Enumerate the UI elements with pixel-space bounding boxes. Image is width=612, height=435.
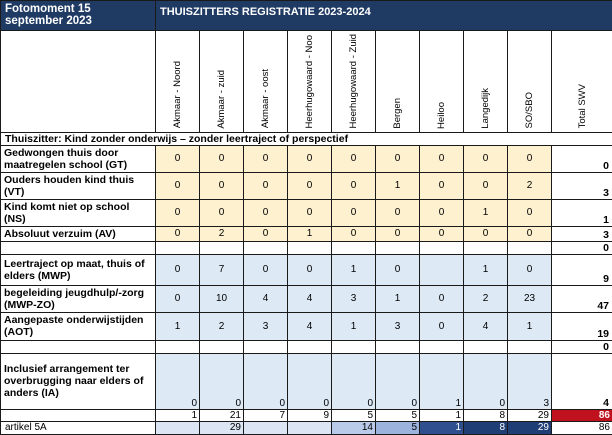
row-label[interactable]: Aangepaste onderwijstijden (AOT)	[1, 312, 156, 340]
column-header-row	[1, 31, 612, 133]
spacer-row	[1, 241, 612, 254]
section-title[interactable]: Thuiszitter: Kind zonder onderwijs – zonder leertraject of perspectief	[1, 132, 612, 145]
data-row	[1, 172, 612, 199]
value-cell[interactable]: 4	[288, 285, 332, 312]
artikel-cell[interactable]: 29	[508, 421, 552, 434]
column-header[interactable]	[376, 31, 420, 133]
value-cell[interactable]: 0	[156, 199, 200, 226]
grand-total[interactable]: 86	[552, 409, 612, 421]
value-cell[interactable]: 0	[156, 172, 200, 199]
value-cell[interactable]: 1	[508, 312, 552, 340]
value-cell[interactable]: 0	[244, 172, 288, 199]
value-cell[interactable]: 0	[156, 226, 200, 241]
spacer-total[interactable]: 0	[552, 241, 612, 254]
value-cell[interactable]: 0	[508, 199, 552, 226]
column-header-label: Total SWV	[577, 81, 588, 128]
value-cell[interactable]	[420, 254, 464, 285]
empty-cell[interactable]	[1, 241, 156, 254]
column-header[interactable]	[508, 31, 552, 133]
artikel-label[interactable]: artikel 5A	[1, 421, 156, 434]
value-cell[interactable]: 0	[200, 172, 244, 199]
row-label[interactable]: Kind komt niet op school (NS)	[1, 199, 156, 226]
total-cell[interactable]: 9	[288, 409, 332, 421]
value-cell[interactable]: 0	[376, 226, 420, 241]
value-cell[interactable]: 2	[464, 285, 508, 312]
empty-cell[interactable]	[420, 241, 464, 254]
value-cell[interactable]: 0	[376, 353, 420, 409]
value-cell[interactable]: 0	[332, 199, 376, 226]
row-label[interactable]: begeleiding jeugdhulp/-zorg (MWP-ZO)	[1, 285, 156, 312]
artikel-cell[interactable]: 8	[464, 421, 508, 434]
column-header-label: SO/SBO	[524, 89, 535, 128]
row-total[interactable]: 47	[552, 285, 612, 312]
value-cell[interactable]: 1	[464, 199, 508, 226]
empty-cell[interactable]	[244, 241, 288, 254]
value-cell[interactable]: 1	[464, 254, 508, 285]
value-cell[interactable]: 3	[376, 312, 420, 340]
row-total[interactable]: 4	[552, 353, 612, 409]
value-cell[interactable]: 2	[508, 172, 552, 199]
column-header[interactable]	[420, 31, 464, 133]
column-header-label: Akmaar - Noord	[172, 58, 183, 128]
value-cell[interactable]: 0	[376, 199, 420, 226]
value-cell[interactable]: 0	[420, 199, 464, 226]
row-label[interactable]: Absoluut verzuim (AV)	[1, 226, 156, 241]
total-cell[interactable]: 29	[508, 409, 552, 421]
data-row	[1, 254, 612, 285]
value-cell[interactable]: 0	[464, 353, 508, 409]
column-header[interactable]	[200, 31, 244, 133]
empty-cell[interactable]	[156, 241, 200, 254]
data-row	[1, 285, 612, 312]
column-header-label: Bergen	[392, 95, 403, 129]
value-cell[interactable]: 3	[332, 285, 376, 312]
value-cell[interactable]: 10	[200, 285, 244, 312]
row-total[interactable]: 3	[552, 172, 612, 199]
data-row	[1, 199, 612, 226]
value-cell[interactable]: 1	[332, 254, 376, 285]
empty-cell[interactable]	[508, 340, 552, 353]
empty-cell[interactable]	[1, 340, 156, 353]
value-cell[interactable]: 3	[508, 353, 552, 409]
artikel-cell[interactable]: 14	[332, 421, 376, 434]
data-row	[1, 145, 612, 172]
value-cell[interactable]: 0	[156, 353, 200, 409]
column-header[interactable]	[288, 31, 332, 133]
row-total[interactable]: 1	[552, 199, 612, 226]
column-header[interactable]	[464, 31, 508, 133]
column-header-label: Heiloo	[436, 99, 447, 129]
data-row	[1, 312, 612, 340]
value-cell[interactable]: 0	[420, 145, 464, 172]
snapshot-title[interactable]: Fotomoment 15 september 2023	[1, 1, 156, 31]
total-cell[interactable]: 5	[376, 409, 420, 421]
empty-cell[interactable]	[332, 241, 376, 254]
value-cell[interactable]: 0	[244, 145, 288, 172]
value-cell[interactable]: 0	[508, 226, 552, 241]
empty-cell[interactable]	[420, 340, 464, 353]
empty-cell[interactable]	[288, 340, 332, 353]
value-cell[interactable]: 1	[420, 353, 464, 409]
value-cell[interactable]: 0	[244, 353, 288, 409]
row-label[interactable]: Gedwongen thuis door maatregelen school (GT)	[1, 145, 156, 172]
artikel-cell[interactable]: 29	[200, 421, 244, 434]
value-cell[interactable]: 0	[508, 145, 552, 172]
value-cell[interactable]: 0	[376, 254, 420, 285]
empty-cell[interactable]	[288, 241, 332, 254]
value-cell[interactable]: 0	[420, 312, 464, 340]
column-header-label: Heerhugowaard - Zuid	[348, 31, 359, 129]
value-cell[interactable]: 4	[464, 312, 508, 340]
value-cell[interactable]: 1	[376, 172, 420, 199]
value-cell[interactable]: 0	[376, 145, 420, 172]
row-label[interactable]: Leertraject op maat, thuis of elders (MWP)	[1, 254, 156, 285]
empty-cell[interactable]	[508, 241, 552, 254]
row-total[interactable]: 0	[552, 145, 612, 172]
column-header-label: Langedijk	[480, 85, 491, 129]
value-cell[interactable]: 1	[288, 226, 332, 241]
value-cell[interactable]: 0	[288, 145, 332, 172]
total-cell[interactable]: 5	[332, 409, 376, 421]
empty-cell[interactable]	[376, 340, 420, 353]
totals-row	[1, 409, 612, 421]
value-cell[interactable]: 0	[200, 145, 244, 172]
value-cell[interactable]: 0	[288, 353, 332, 409]
value-cell[interactable]: 3	[244, 312, 288, 340]
total-cell[interactable]: 7	[244, 409, 288, 421]
empty-cell[interactable]	[244, 340, 288, 353]
column-header[interactable]	[552, 31, 612, 133]
value-cell[interactable]: 0	[420, 226, 464, 241]
column-header[interactable]	[332, 31, 376, 133]
value-cell[interactable]: 0	[464, 172, 508, 199]
value-cell[interactable]: 4	[244, 285, 288, 312]
value-cell[interactable]: 0	[156, 254, 200, 285]
empty-cell[interactable]	[376, 241, 420, 254]
total-cell[interactable]: 8	[464, 409, 508, 421]
value-cell[interactable]: 0	[332, 226, 376, 241]
row-total[interactable]: 19	[552, 312, 612, 340]
value-cell[interactable]: 0	[244, 199, 288, 226]
header-blank[interactable]	[1, 31, 156, 133]
artikel-cell[interactable]: 5	[376, 421, 420, 434]
value-cell[interactable]: 0	[288, 199, 332, 226]
value-cell[interactable]: 0	[420, 285, 464, 312]
value-cell[interactable]: 0	[244, 254, 288, 285]
value-cell[interactable]: 4	[288, 312, 332, 340]
value-cell[interactable]: 0	[156, 145, 200, 172]
row-total[interactable]: 9	[552, 254, 612, 285]
value-cell[interactable]: 1	[376, 285, 420, 312]
row-label[interactable]: Ouders houden kind thuis (VT)	[1, 172, 156, 199]
value-cell[interactable]: 0	[288, 254, 332, 285]
value-cell[interactable]: 7	[200, 254, 244, 285]
value-cell[interactable]: 0	[420, 172, 464, 199]
value-cell[interactable]: 0	[464, 145, 508, 172]
totals-label[interactable]	[1, 409, 156, 421]
empty-cell[interactable]	[332, 340, 376, 353]
total-cell[interactable]: 21	[200, 409, 244, 421]
total-cell[interactable]: 1	[156, 409, 200, 421]
value-cell[interactable]: 1	[156, 312, 200, 340]
empty-cell[interactable]	[200, 340, 244, 353]
value-cell[interactable]: 0	[200, 353, 244, 409]
value-cell[interactable]: 0	[332, 145, 376, 172]
data-row	[1, 226, 612, 241]
value-cell[interactable]: 0	[332, 172, 376, 199]
empty-cell[interactable]	[156, 340, 200, 353]
column-header-label: Heerhugowaard - Noo	[304, 32, 315, 128]
value-cell[interactable]: 2	[200, 226, 244, 241]
total-cell[interactable]: 1	[420, 409, 464, 421]
row-total[interactable]: 3	[552, 226, 612, 241]
value-cell[interactable]: 0	[464, 226, 508, 241]
empty-cell[interactable]	[464, 241, 508, 254]
empty-cell[interactable]	[200, 241, 244, 254]
registration-title[interactable]: THUISZITTERS REGISTRATIE 2023-2024	[156, 1, 612, 31]
value-cell[interactable]: 23	[508, 285, 552, 312]
column-header[interactable]	[244, 31, 288, 133]
column-header-label: Akmaar - oost	[260, 66, 271, 128]
value-cell[interactable]: 0	[508, 254, 552, 285]
data-row	[1, 353, 612, 409]
column-header-label: Akmaar - zuid	[216, 67, 227, 129]
artikel-total[interactable]: 86	[552, 421, 612, 434]
empty-cell[interactable]	[464, 340, 508, 353]
spacer-total[interactable]: 0	[552, 340, 612, 353]
value-cell[interactable]: 0	[244, 226, 288, 241]
value-cell[interactable]: 0	[200, 199, 244, 226]
row-label[interactable]: Inclusief arrangement ter overbrugging naar elders of anders (IA)	[1, 353, 156, 409]
value-cell[interactable]: 0	[332, 353, 376, 409]
value-cell[interactable]: 1	[332, 312, 376, 340]
value-cell[interactable]: 0	[288, 172, 332, 199]
value-cell[interactable]: 2	[200, 312, 244, 340]
spacer-row	[1, 340, 612, 353]
value-cell[interactable]: 0	[156, 285, 200, 312]
artikel-cell[interactable]: 1	[420, 421, 464, 434]
column-header[interactable]	[156, 31, 200, 133]
